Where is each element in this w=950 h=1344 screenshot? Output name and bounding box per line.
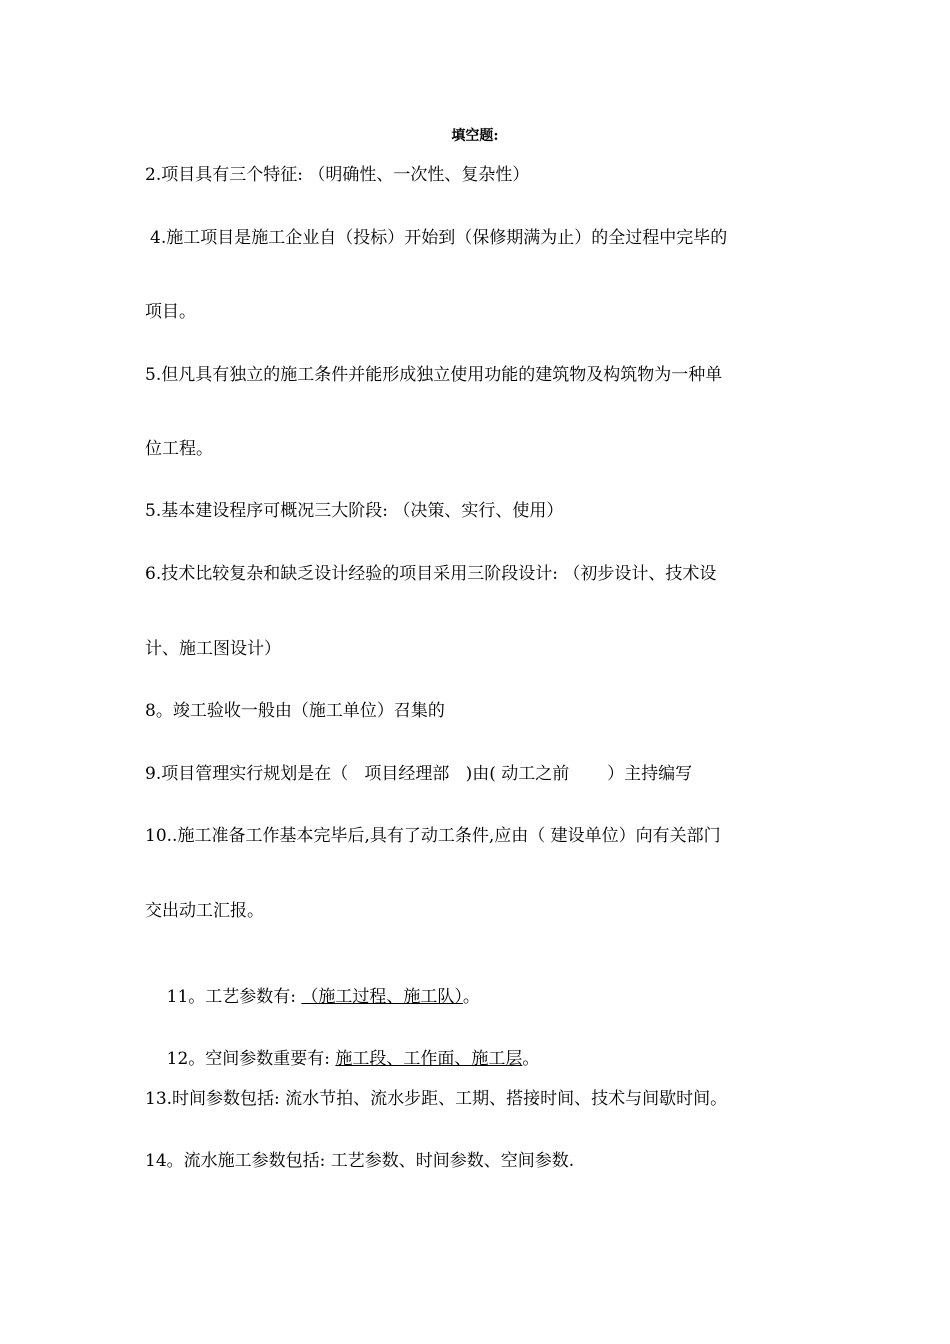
- question-9: 9.项目管理实行规划是在（ 项目经理部 )由( 动工之前 ）主持编写: [145, 764, 693, 784]
- question-5b: 5.基本建设程序可概况三大阶段: （决策、实行、使用）: [145, 501, 564, 521]
- question-2: 2.项目具有三个特征: （明确性、一次性、复杂性）: [145, 165, 530, 185]
- question-4-line-2: 项目。: [145, 302, 196, 322]
- question-6-line-1: 6.技术比较复杂和缺乏设计经验的项目采用三阶段设计: （初步设计、技术设: [145, 564, 717, 584]
- question-8: 8。竣工验收一般由（施工单位）召集的: [145, 701, 445, 721]
- question-10-line-1: 10..施工准备工作基本完毕后,具有了动工条件,应由（ 建设单位）向有关部门: [145, 826, 721, 846]
- question-5a-line-1: 5.但凡具有独立的施工条件并能形成独立使用功能的建筑物及构筑物为一种单: [145, 365, 723, 385]
- question-14: 14。流水施工参数包括: 工艺参数、时间参数、空间参数.: [145, 1151, 575, 1171]
- question-11-prefix: 11。工艺参数有:: [166, 987, 302, 1007]
- question-11-answer: （施工过程、施工队）: [301, 987, 463, 1007]
- question-13: 13.时间参数包括: 流水节拍、流水步距、工期、搭接时间、技术与间歇时间。: [145, 1089, 728, 1109]
- question-5a-line-2: 位工程。: [145, 439, 213, 459]
- question-6-line-2: 计、施工图设计）: [145, 639, 281, 659]
- section-title: 填空题:: [451, 128, 499, 144]
- question-12-answer: 施工段、工作面、施工层: [335, 1049, 523, 1069]
- question-4-line-1: 4.施工项目是施工企业自（投标）开始到（保修期满为止）的全过程中完毕的: [150, 228, 728, 248]
- question-11-suffix: 。: [462, 987, 480, 1007]
- question-12-prefix: 12。空间参数重要有:: [166, 1049, 336, 1069]
- question-12: [145, 1023, 539, 1095]
- question-12-suffix: 。: [522, 1049, 540, 1069]
- question-10-line-2: 交出动工汇报。: [145, 901, 264, 921]
